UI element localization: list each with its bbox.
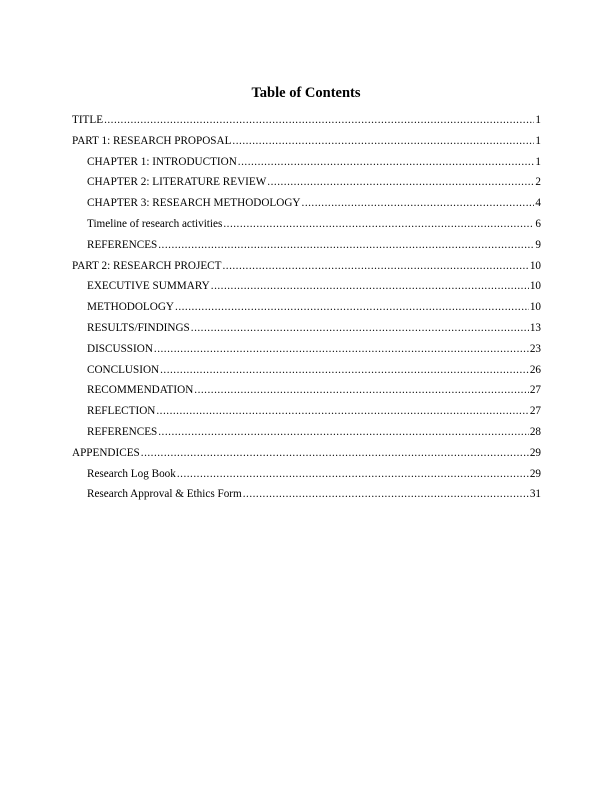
toc-entry-title[interactable] [72,113,541,134]
toc-dot-leader [141,446,529,460]
toc-entry-part-2[interactable] [72,259,541,280]
toc-dot-leader [194,383,529,397]
toc-entry-label: REFERENCES [87,425,158,438]
toc-entry-label: REFLECTION [87,405,156,418]
toc-entry-label: CHAPTER 2: LITERATURE REVIEW [87,176,267,189]
toc-dot-leader [158,425,529,439]
toc-entry-appendices[interactable] [72,446,541,467]
toc-list [72,113,541,508]
toc-entry-timeline[interactable] [72,217,541,238]
toc-entry-page: 29 [529,446,541,459]
toc-entry-methodology[interactable] [72,300,541,321]
toc-entry-label: Research Log Book [87,467,176,480]
toc-dot-leader [104,113,534,127]
toc-dot-leader [267,175,534,189]
toc-entry-page: 26 [529,363,541,376]
toc-entry-references-part-1[interactable] [72,238,541,259]
toc-entry-page: 10 [529,259,541,272]
toc-dot-leader [238,155,535,169]
toc-dot-leader [211,279,529,293]
toc-dot-leader [175,300,529,314]
toc-entry-discussion[interactable] [72,342,541,363]
toc-entry-label: PART 1: RESEARCH PROPOSAL [72,134,232,147]
toc-entry-page: 13 [529,321,541,334]
toc-dot-leader [158,238,534,252]
toc-entry-page: 31 [529,488,541,501]
toc-entry-page: 2 [535,176,541,189]
toc-entry-conclusion[interactable] [72,363,541,384]
toc-entry-page: 23 [529,342,541,355]
toc-entry-ethics-form[interactable] [72,487,541,508]
toc-entry-reflection[interactable] [72,404,541,425]
toc-entry-results-findings[interactable] [72,321,541,342]
toc-entry-label: CONCLUSION [87,363,160,376]
toc-entry-page: 6 [535,217,541,230]
toc-entry-page: 9 [535,238,541,251]
toc-entry-page: 4 [535,197,541,210]
toc-entry-label: Research Approval & Ethics Form [87,488,242,501]
toc-entry-executive-summary[interactable] [72,279,541,300]
toc-entry-label: CHAPTER 3: RESEARCH METHODOLOGY [87,197,301,210]
toc-entry-label: PART 2: RESEARCH PROJECT [72,259,222,272]
toc-entry-references-part-2[interactable] [72,425,541,446]
toc-entry-part-1[interactable] [72,134,541,155]
toc-dot-leader [302,196,535,210]
toc-dot-leader [222,259,528,273]
toc-title: Table of Contents [251,85,361,101]
toc-dot-leader [154,342,529,356]
toc-entry-label: Timeline of research activities [87,217,223,230]
toc-entry-label: METHODOLOGY [87,301,175,314]
toc-entry-page: 27 [529,384,541,397]
toc-dot-leader [223,217,534,231]
toc-entry-page: 29 [529,467,541,480]
toc-entry-label: CHAPTER 1: INTRODUCTION [87,155,237,168]
toc-entry-page: 27 [529,405,541,418]
toc-dot-leader [160,363,529,377]
toc-entry-label: RECOMMENDATION [87,384,194,397]
toc-entry-label: RESULTS/FINDINGS [87,321,190,334]
toc-dot-leader [177,467,529,481]
toc-entry-label: APPENDICES [72,446,140,459]
toc-entry-research-log-book[interactable] [72,467,541,488]
toc-entry-page: 28 [529,425,541,438]
toc-entry-chapter-3[interactable] [72,196,541,217]
toc-entry-label: DISCUSSION [87,342,153,355]
toc-entry-chapter-2[interactable] [72,175,541,196]
toc-entry-page: 10 [529,301,541,314]
toc-entry-chapter-1[interactable] [72,155,541,176]
toc-entry-label: REFERENCES [87,238,158,251]
toc-dot-leader [243,487,529,501]
toc-dot-leader [156,404,528,418]
toc-entry-label: TITLE [72,114,104,126]
toc-entry-page: 10 [529,280,541,293]
toc-entry-label: EXECUTIVE SUMMARY [87,280,210,293]
toc-entry-page: 1 [535,134,541,147]
toc-dot-leader [232,134,534,148]
toc-dot-leader [191,321,529,335]
toc-entry-page: 1 [535,114,541,126]
toc-entry-recommendation[interactable] [72,383,541,404]
toc-entry-page: 1 [535,155,541,168]
